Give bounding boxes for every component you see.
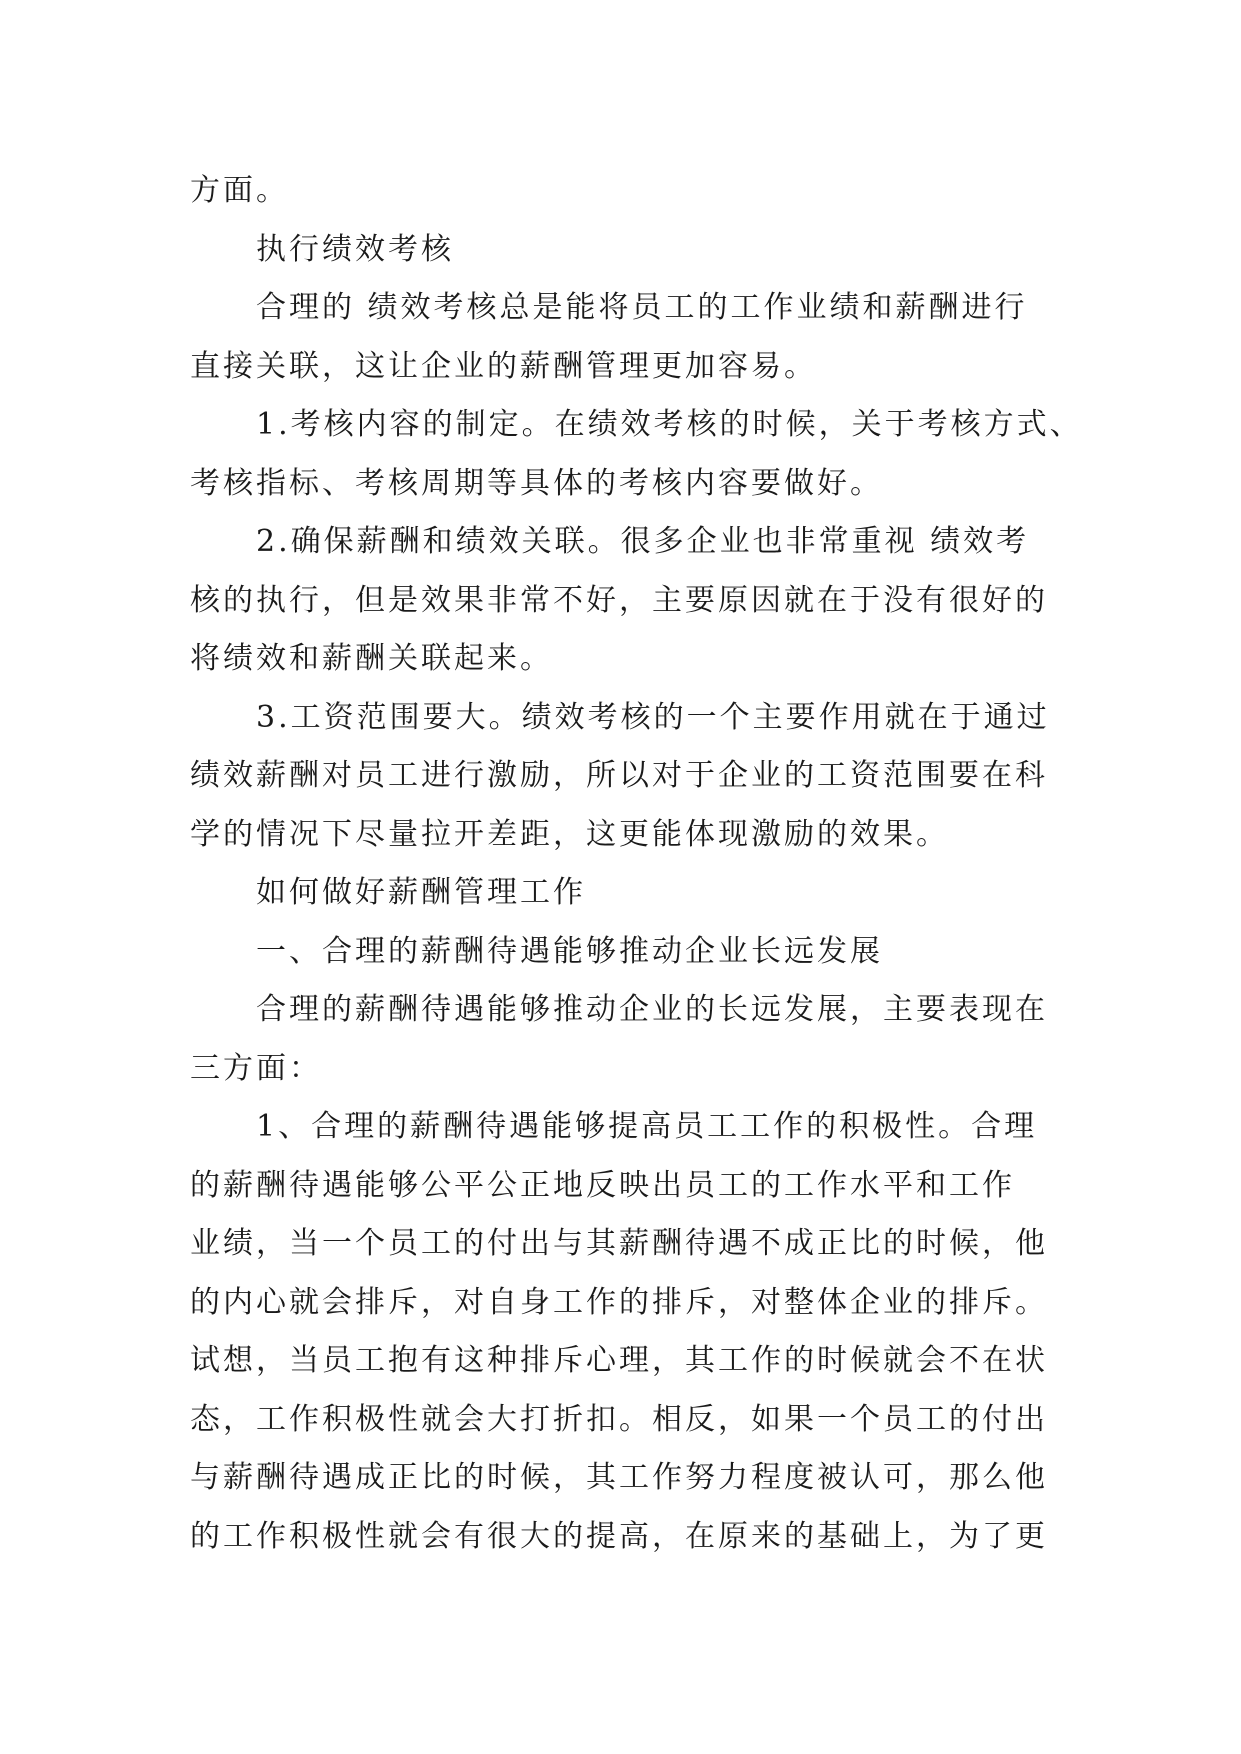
- paragraph-line: 业绩，当一个员工的付出与其薪酬待遇不成正比的时候，他: [190, 1226, 1048, 1261]
- paragraph-line: 如何做好薪酬管理工作: [256, 875, 586, 910]
- paragraph-line: 的工作积极性就会有很大的提高，在原来的基础上，为了更: [190, 1518, 1048, 1554]
- paragraph: [190, 1098, 1060, 1566]
- paragraph-line: 3.工资范围要大。绩效考核的一个主要作用就在于通过: [256, 699, 1050, 735]
- paragraph-line: 态，工作积极性就会大打折扣。相反，如果一个员工的付出: [190, 1401, 1048, 1437]
- paragraph-line: 合理的 绩效考核总是能将员工的工作业绩和薪酬进行: [256, 290, 1028, 325]
- paragraph-line: 1、合理的薪酬待遇能够提高员工工作的积极性。合理: [256, 1109, 1038, 1144]
- paragraph-line: 1.考核内容的制定。在绩效考核的时候，关于考核方式、: [256, 407, 1083, 442]
- paragraph-line: 学的情况下尽量拉开差距，这更能体现激励的效果。: [190, 816, 949, 852]
- document-body: [190, 162, 1083, 1566]
- paragraph: [190, 396, 1083, 513]
- paragraph-line: 一、合理的薪酬待遇能够推动企业长远发展: [256, 933, 883, 969]
- paragraph-line: 考核指标、考核周期等具体的考核内容要做好。: [190, 465, 883, 501]
- paragraph-line: 三方面：: [190, 1050, 322, 1086]
- paragraph-line: 试想，当员工抱有这种排斥心理，其工作的时候就会不在状: [190, 1343, 1048, 1378]
- paragraph-line: 2.确保薪酬和绩效关联。很多企业也非常重视 绩效考: [256, 524, 1030, 559]
- paragraph: [190, 981, 1060, 1098]
- paragraph-line: 将绩效和薪酬关联起来。: [190, 641, 553, 676]
- paragraph-line: 方面。: [190, 173, 289, 208]
- paragraph: [190, 221, 1060, 280]
- paragraph-line: 核的执行，但是效果非常不好，主要原因就在于没有很好的: [190, 582, 1048, 618]
- paragraph-line: 与薪酬待遇成正比的时候，其工作努力程度被认可，那么他: [190, 1460, 1048, 1495]
- paragraph-line: 合理的薪酬待遇能够推动企业的长远发展，主要表现在: [256, 992, 1048, 1027]
- paragraph-line: 绩效薪酬对员工进行激励，所以对于企业的工资范围要在科: [190, 758, 1048, 793]
- paragraph: [190, 864, 1060, 923]
- paragraph-line: 的内心就会排斥，对自身工作的排斥，对整体企业的排斥。: [190, 1284, 1048, 1320]
- paragraph: [190, 689, 1060, 865]
- paragraph-line: 执行绩效考核: [256, 231, 454, 267]
- paragraph: [190, 513, 1060, 689]
- paragraph-line: 直接关联，这让企业的薪酬管理更加容易。: [190, 348, 817, 384]
- paragraph: [190, 162, 1060, 221]
- paragraph-line: 的薪酬待遇能够公平公正地反映出员工的工作水平和工作: [190, 1167, 1015, 1203]
- paragraph: [190, 279, 1060, 396]
- paragraph: [190, 923, 1060, 982]
